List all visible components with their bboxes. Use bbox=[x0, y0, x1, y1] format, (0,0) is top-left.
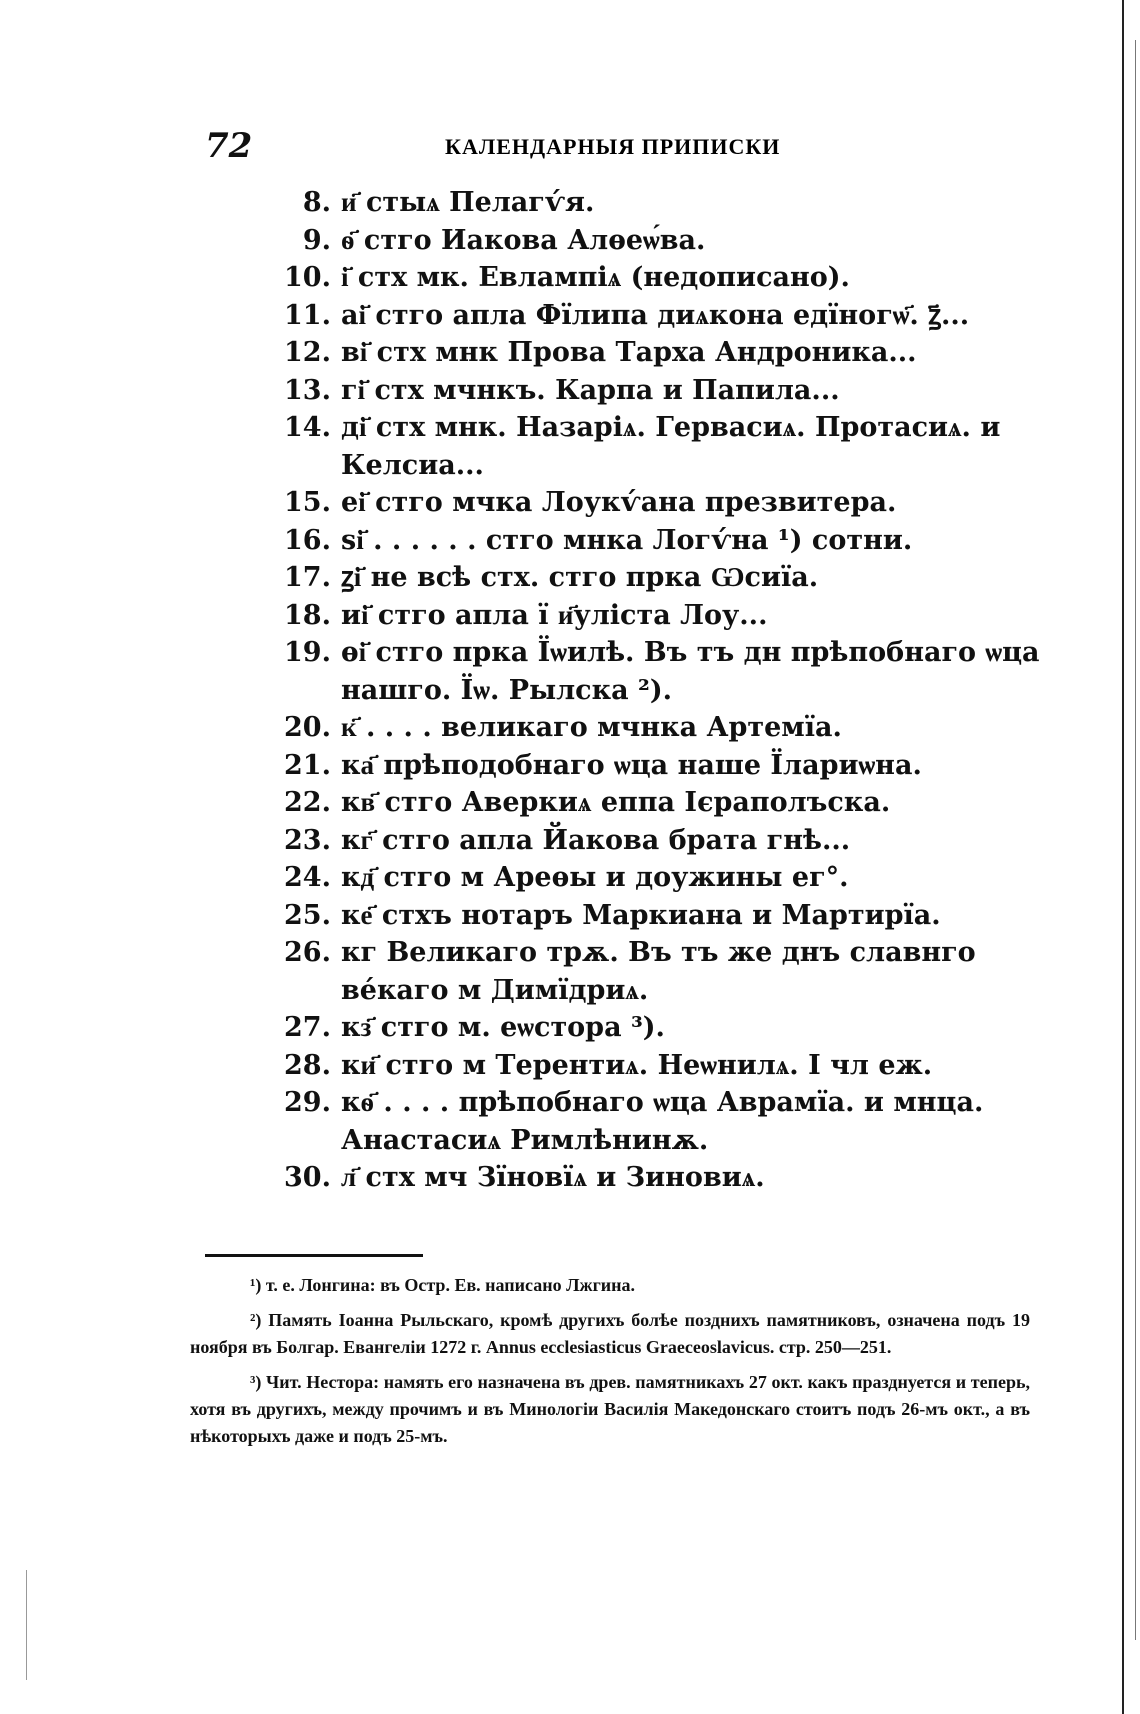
entry-row bbox=[265, 597, 1045, 635]
entry-text: ѳі҃ стго прка Їѡилѣ. Въ тъ дн прѣпобнаго ѡца нашго. Їѡ. Рылска ²). bbox=[341, 637, 1040, 706]
entry-text: кг Великаго трѫ. Въ тъ же днъ славнго ве́каго м Димїдриѧ. bbox=[341, 937, 976, 1006]
entry-text: ві҃ стх мнк Прова Тарха Андроника... bbox=[341, 337, 917, 368]
entry-text: к҃ . . . . великаго мчнка Артемїа. bbox=[341, 712, 842, 743]
running-title: КАЛЕНДАРНЫЯ ПРИПИСКИ bbox=[445, 134, 781, 159]
entry-text: кг҃ стго апла Йакова брата гнѣ... bbox=[341, 824, 851, 856]
entry-number: 8. bbox=[302, 187, 331, 218]
entry-row bbox=[265, 222, 1045, 260]
entry-number: 17. bbox=[284, 562, 331, 593]
entry-row bbox=[265, 259, 1045, 297]
footnotes bbox=[190, 1272, 1030, 1458]
entry-text: ді҃ стх мнк. Назаріѧ. Гервасиѧ. Протасиѧ. и Келсиа... bbox=[341, 412, 1001, 481]
entry-number: 18. bbox=[284, 599, 331, 631]
entry-number: 13. bbox=[284, 374, 331, 406]
entry-text: кд҃ стго м Ареѳы и доужины ег°. bbox=[341, 862, 849, 893]
entry-number: 15. bbox=[284, 487, 331, 518]
entry-row bbox=[265, 709, 1045, 747]
entry-row bbox=[265, 934, 1045, 1009]
entry-number: 27. bbox=[284, 1012, 331, 1043]
entry-row bbox=[265, 334, 1045, 372]
entry-text: ꙁі҃ не всѣ стх. стго прка Ѡсиїа. bbox=[341, 562, 819, 593]
entry-number: 16. bbox=[284, 524, 331, 556]
entry-number: 12. bbox=[284, 337, 331, 368]
footnote: ¹) т. е. Лонгина: въ Остр. Ев. написано Лжгина. bbox=[250, 1275, 636, 1295]
entry-row bbox=[265, 1047, 1045, 1085]
entry-row bbox=[265, 784, 1045, 822]
calendar-entries bbox=[265, 184, 1045, 1197]
footnote: ²) Память Іоанна Рыльскаго, кромѣ другихъ болѣе позднихъ памятниковъ, означена подъ 19 ноября въ Болгар. Евангеліи 1272 г. Annus ecclesiasticus Graeceoslavicus. стр. 250—251. bbox=[190, 1310, 1030, 1357]
entry-row bbox=[265, 1084, 1045, 1159]
page-header bbox=[205, 126, 905, 166]
entry-text: ѕі҃ . . . . . . стго мнка Логѵ́на ¹) сотни. bbox=[341, 524, 913, 556]
entry-row bbox=[265, 559, 1045, 597]
entry-text: аі҃ стго апла Фїлипа диѧкона едїногѡ҃. ꙁ҃... bbox=[341, 299, 970, 331]
entry-text: ка҃ прѣподобнаго ѡца наше Їлариѡна. bbox=[341, 749, 922, 781]
entry-row bbox=[265, 1159, 1045, 1197]
entry-number: 21. bbox=[284, 749, 331, 781]
entry-number: 19. bbox=[284, 637, 331, 668]
entry-number: 14. bbox=[284, 412, 331, 443]
entry-row bbox=[265, 822, 1045, 860]
entry-text: ѳ҃ стго Иакова Алѳеѡ́ва. bbox=[341, 224, 706, 256]
entry-number: 29. bbox=[284, 1087, 331, 1118]
entry-row bbox=[265, 897, 1045, 935]
entry-text: и҃ стыѧ Пелагѵ́я. bbox=[341, 187, 595, 218]
entry-number: 10. bbox=[284, 262, 331, 293]
entry-text: кв҃ стго Аверкиѧ еппа Ієраполъска. bbox=[341, 787, 891, 818]
footnote-divider bbox=[205, 1254, 423, 1257]
entry-text: кѳ҃ . . . . прѣпобнаго ѡца Аврамїа. и мнца. Анастасиѧ Римлѣнинѫ. bbox=[341, 1087, 984, 1156]
entry-row bbox=[265, 859, 1045, 897]
entry-number: 9. bbox=[302, 224, 331, 256]
entry-row bbox=[265, 372, 1045, 410]
entry-row bbox=[265, 484, 1045, 522]
entry-text: иі҃ стго апла ї и҃уліста Лоу... bbox=[341, 599, 768, 631]
entry-text: еі҃ стго мчка Лоукѵ́ана презвитера. bbox=[341, 487, 897, 518]
entry-number: 22. bbox=[284, 787, 331, 818]
entry-text: ке҃ стхъ нотаръ Маркиана и Мартирїа. bbox=[341, 899, 941, 931]
entry-row bbox=[265, 409, 1045, 484]
entry-row bbox=[265, 522, 1045, 560]
entry-number: 28. bbox=[284, 1049, 331, 1081]
footnote: ³) Чит. Нестора: намять его назначена въ древ. памятникахъ 27 окт. какъ празднуется и теперь, хотя въ другихъ, между прочимъ и въ Минологіи Василія Македонскаго стоитъ подъ 26-мъ окт., а въ нѣкоторыхъ даже и подъ 25-мъ. bbox=[190, 1372, 1030, 1446]
entry-number: 20. bbox=[284, 712, 331, 743]
entry-text: гі҃ стх мчнкъ. Карпа и Папила... bbox=[341, 374, 840, 406]
entry-number: 26. bbox=[284, 937, 331, 968]
entry-text: л҃ стх мч Зїновїѧ и Зиновиѧ. bbox=[341, 1162, 765, 1193]
entry-number: 11. bbox=[284, 299, 331, 331]
scan-edge-line-outer bbox=[1135, 40, 1136, 1640]
page-number: 72 bbox=[205, 126, 253, 166]
entry-row bbox=[265, 1009, 1045, 1047]
entry-row bbox=[265, 634, 1045, 709]
entry-number: 23. bbox=[284, 824, 331, 856]
entry-row bbox=[265, 184, 1045, 222]
entry-number: 30. bbox=[284, 1162, 331, 1193]
entry-text: ки҃ стго м Терентиѧ. Неѡнилѧ. І чл еж. bbox=[341, 1049, 933, 1081]
entry-text: кз҃ стго м. еѡстора ³). bbox=[341, 1012, 665, 1043]
entry-text: і҃ стх мк. Евлампіѧ (недописано). bbox=[341, 262, 850, 293]
entry-number: 24. bbox=[284, 862, 331, 893]
entry-row bbox=[265, 747, 1045, 785]
scan-edge-line bbox=[1122, 0, 1124, 1714]
scan-margin-mark bbox=[26, 1570, 27, 1680]
entry-row bbox=[265, 297, 1045, 335]
entry-number: 25. bbox=[284, 899, 331, 931]
